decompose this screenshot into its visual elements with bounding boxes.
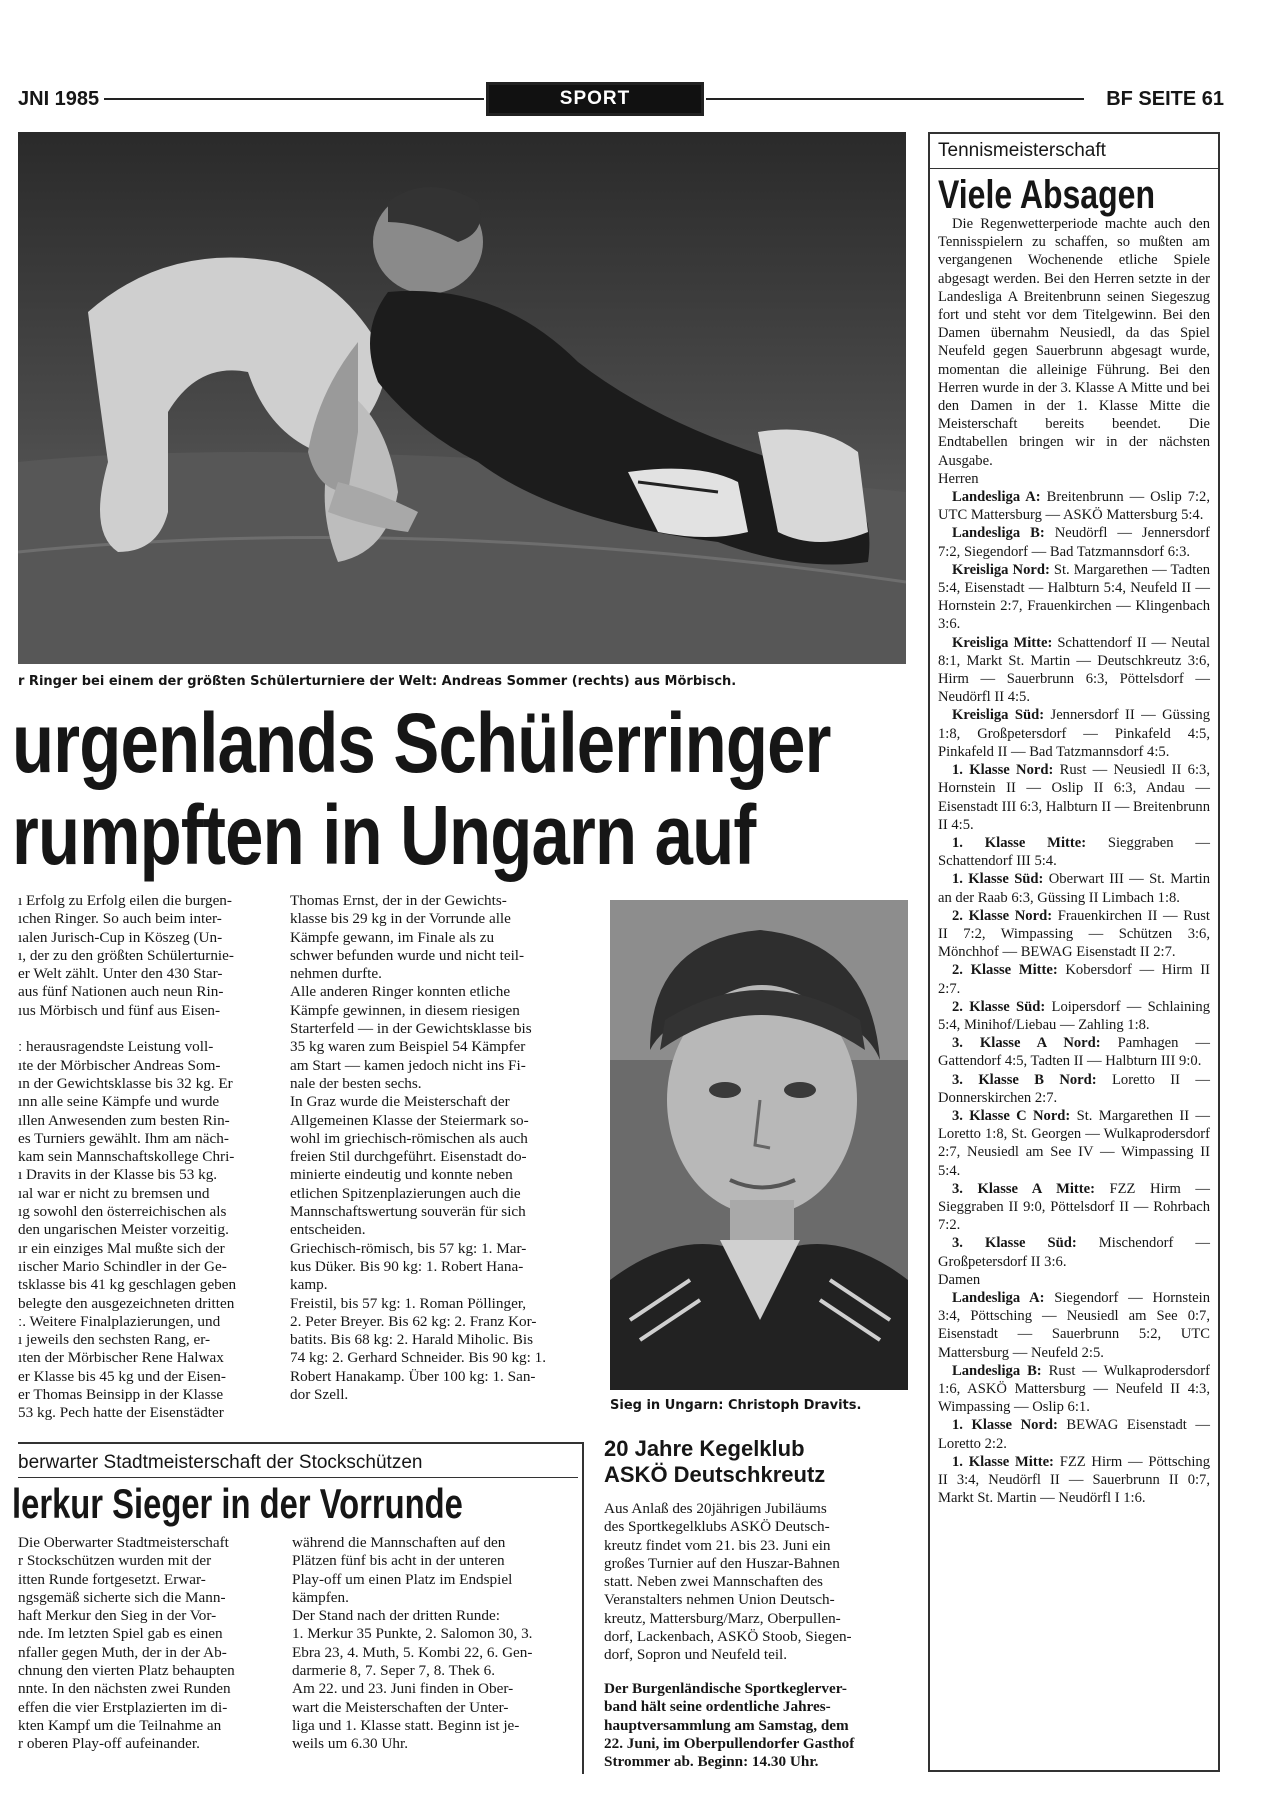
article-col2-line: klasse bis 29 kg in der Vorrunde alle	[290, 910, 511, 928]
result-entry	[938, 634, 1210, 707]
stock-col2-line: Ebra 23, 4. Muth, 5. Kombi 22, 6. Gen-	[292, 1643, 533, 1661]
result-text: St. Margarethen II — Loretto 1:8, St. Georgen — Wulkaprodersdorf 2:7, Neusiedl am See IV — Wimpassing II 5:4.	[938, 1107, 1210, 1179]
result-text: Schattendorf II — Neutal 8:1, Markt St. Martin — Deutschkreutz 3:6, Hirm — Sauerbrunn 6:3, Pöttelsdorf — Neudörfl II 4:5.	[938, 634, 1210, 706]
stock-column-2	[292, 1534, 576, 1754]
article-col1-line: ı, der zu den größten Schülerturnie-	[18, 946, 234, 964]
article-col1-line: belegte den ausgezeichneten dritten	[18, 1294, 235, 1312]
result-league: 3. Klasse C Nord:	[952, 1107, 1077, 1124]
article-col2-line: 35 kg waren zum Beispiel 54 Kämpfer	[290, 1038, 526, 1056]
stock-col1-line: r Stockschützen wurden mit der	[18, 1552, 212, 1570]
stock-col2-line: 1. Merkur 35 Punkte, 2. Salomon 30, 3.	[292, 1625, 533, 1643]
result-text: Loipersdorf — Schlaining 5:4, Minihof/Liebau — Zahling 1:8.	[938, 998, 1210, 1033]
kegel-body2-line: hauptversammlung am Samstag, dem	[604, 1716, 849, 1734]
kegel-body-line: Veranstalters nehmen Union Deutsch-	[604, 1591, 835, 1609]
article-col1-line: ː herausragendste Leistung voll-	[18, 1038, 214, 1056]
issue-date: JNI 1985	[18, 88, 100, 110]
result-entry	[938, 524, 1210, 560]
kegel-body-line: großes Turnier auf den Huszar-Bahnen	[604, 1554, 840, 1572]
wrestling-photo	[18, 132, 906, 664]
result-entry	[938, 1180, 1210, 1235]
result-entry	[938, 998, 1210, 1034]
article-col1-line: ın der Gewichtsklasse bis 32 kg. Er	[18, 1074, 233, 1092]
section-label: SPORT	[559, 88, 631, 109]
result-league: 3. Klasse Süd:	[952, 1235, 1099, 1252]
article-col2-line: Thomas Ernst, der in der Gewichts-	[290, 892, 507, 909]
result-league: 1. Klasse Süd:	[952, 871, 1049, 888]
result-entry	[938, 706, 1210, 761]
kegel-body-line: des Sportkegelklubs ASKÖ Deutsch-	[604, 1518, 830, 1536]
stock-col1-line: haft Merkur den Sieg in der Vor-	[18, 1607, 217, 1625]
result-entry	[938, 1416, 1210, 1452]
result-text: Loretto II — Donnerskirchen 2:7.	[938, 1071, 1210, 1106]
result-entry	[938, 1362, 1210, 1417]
result-league: Landesliga B:	[952, 525, 1055, 542]
article-col1-line: ı jeweils den sechsten Rang, er-	[18, 1331, 211, 1349]
tennis-kicker-rule	[930, 168, 1218, 169]
stock-col1-line: kten Kampf um die Teilnahme an	[18, 1716, 222, 1734]
result-text: Neudörfl — Jennersdorf 7:2, Siegendorf — Bad Tatzmannsdorf 6:3.	[938, 525, 1211, 560]
portrait-photo	[610, 900, 908, 1390]
article-col2-line: Griechisch-römisch, bis 57 kg: 1. Mar-	[290, 1239, 527, 1257]
kegel-title-2: ASKÖ Deutschkreutz	[604, 1462, 826, 1487]
result-league: 1. Klasse Nord:	[952, 1417, 1067, 1434]
article-col2-line: etlichen Spitzenplazierungen auch die	[290, 1184, 521, 1202]
kegel-body-2	[604, 1680, 906, 1771]
result-entry	[938, 907, 1210, 962]
article-col1-line: ıchen Ringer. So auch beim inter-	[18, 910, 222, 928]
kegel-body-line: Aus Anlaß des 20jährigen Jubiläums	[604, 1500, 827, 1517]
article-col2-line: Robert Hanakamp. Über 100 kg: 1. San-	[290, 1367, 536, 1385]
result-entry	[938, 561, 1210, 634]
stock-column-1	[18, 1534, 278, 1754]
stock-col1-line: nfaller gegen Muth, der in der Ab-	[18, 1643, 227, 1661]
result-entry	[938, 1071, 1210, 1107]
result-league: 1. Klasse Nord:	[952, 762, 1060, 779]
article-col1-line: ıalen Jurisch-Cup in Köszeg (Un-	[18, 928, 223, 946]
top-photo-caption: r Ringer bei einem der größten Schülerturniere der Welt: Andreas Sommer (rechts) aus Mörbisch.	[18, 674, 737, 689]
tennis-title: Viele Absagen	[938, 173, 1155, 217]
article-col1-line: den ungarischen Meister vorzeitig.	[18, 1221, 229, 1239]
kegel-body	[604, 1500, 906, 1665]
result-league: 2. Klasse Süd:	[952, 998, 1052, 1015]
result-text: Breitenbrunn — Oslip 7:2, UTC Mattersburg — ASKÖ Mattersburg 5:4.	[938, 489, 1210, 524]
article-col2-line: dor Szell.	[290, 1386, 349, 1404]
stock-col1-line: nnte. In den nächsten zwei Runden	[18, 1680, 231, 1698]
result-entry	[938, 961, 1210, 997]
result-entry	[938, 1453, 1210, 1508]
article-col2-line: Starterfeld — in der Gewichtsklasse bis	[290, 1020, 532, 1038]
result-league: 3. Klasse A Nord:	[952, 1035, 1118, 1052]
kegel-body2-line: 22. Juni, im Oberpullendorfer Gasthof	[604, 1734, 855, 1752]
result-league: Kreisliga Mitte:	[952, 634, 1058, 651]
kegel-body2-line: Strommer ab. Beginn: 14.30 Uhr.	[604, 1753, 819, 1771]
tennis-intro: Die Regenwetterperiode machte auch den Tennisspielern zu schaffen, so mußten am vergangenen Wochenende etliche Spiele abgesagt werden. Bei den Herren setzte in der Landesliga A Breitenbrunn seinen Siegeszug fort und steht vor dem Titelgewinn. Bei den Damen übernahm Neusiedl, da das Spiel Neufeld gegen Sauerbrunn abgesagt wurde, momentan die alleinige Führung. Bei den Herren wurde in der 3. Klasse A Mitte und bei den Damen in der 1. Klasse Mitte die Meisterschaft bereits beendet. Die Endtabellen bringen wir in der nächsten Ausgabe.	[938, 216, 1210, 469]
section-box	[486, 82, 704, 116]
article-col1-line: aus fünf Nationen auch neun Rin-	[18, 983, 224, 1001]
damen-label: Damen	[938, 1271, 981, 1288]
result-text: FZZ Hirm — Sieggraben II 9:0, Pöttelsdorf II — Rohrbach 7:2.	[938, 1180, 1210, 1234]
stock-col1-line: nde. Im letzten Spiel gab es einen	[18, 1625, 223, 1643]
article-col1-line: ır ein einziges Mal mußte sich der	[18, 1239, 225, 1257]
article-col1-line: ı Erfolg zu Erfolg eilen die burgen-	[18, 892, 232, 909]
article-col2-line: Freistil, bis 57 kg: 1. Roman Pöllinger,	[290, 1294, 527, 1312]
result-text: Mischendorf — Großpetersdorf II 3:6.	[938, 1235, 1210, 1270]
result-entry	[938, 870, 1210, 906]
article-col1-line: ıllen Anwesenden zum besten Rin-	[18, 1111, 230, 1129]
kegel-title-1: 20 Jahre Kegelklub	[604, 1436, 805, 1461]
result-league: 3. Klasse A Mitte:	[952, 1180, 1110, 1197]
stock-col1-line: r oberen Play-off aufeinander.	[18, 1735, 200, 1753]
article-col1-line: ıte der Mörbischer Andreas Som-	[18, 1056, 221, 1074]
article-col1-line: ıischer Mario Schindler in der Ge-	[18, 1257, 227, 1275]
result-text: Sieggraben — Schattendorf III 5:4.	[938, 834, 1210, 870]
kegel-body-line: kreutz, Mattersburg/Marz, Oberpullen-	[604, 1609, 841, 1627]
article-col1-line: ı Dravits in der Klasse bis 53 kg.	[18, 1166, 218, 1184]
result-text: Jennersdorf II — Güssing 1:8, Großpetersdorf — Pinkafeld 4:5, Pinkafeld II — Bad Tatzmannsdorf 4:5.	[938, 707, 1210, 760]
result-text: Kobersdorf — Hirm II 2:7.	[938, 962, 1210, 997]
article-col2-line: am Start — kamen jedoch nicht ins Fi-	[290, 1056, 526, 1074]
result-league: 2. Klasse Nord:	[952, 907, 1058, 924]
stock-col2-line: weils um 6.30 Uhr.	[292, 1735, 409, 1753]
stock-col2-line: wart die Meisterschaften der Unter-	[292, 1698, 509, 1716]
article-column-1	[18, 892, 278, 1423]
stock-col1-line: effen die vier Erstplazierten im di-	[18, 1698, 228, 1716]
article-col2-line: 2. Peter Breyer. Bis 62 kg: 2. Franz Kor-	[290, 1312, 537, 1330]
result-league: 1. Klasse Mitte:	[952, 1453, 1060, 1470]
kegel-body-line: dorf, Sopron und Neufeld teil.	[604, 1646, 788, 1664]
article-col2-line: 74 kg: 2. Gerhard Schneider. Bis 90 kg: 1.	[290, 1349, 547, 1367]
header-rule-left	[104, 98, 484, 100]
article-col1-line	[18, 1020, 278, 1038]
result-text: Frauenkirchen II — Rust II 7:2, Wimpassing — Schützen 3:6, Mönchhof — BEWAG Eisenstadt II 2:7.	[938, 907, 1210, 961]
article-col2-line: wohl im griechisch-römischen als auch	[290, 1129, 528, 1147]
stock-col1-line: chnung den vierten Platz behaupten	[18, 1662, 235, 1680]
article-col2-line: minierte eindeutig und konnte neben	[290, 1166, 513, 1184]
stock-col2-line: Plätzen fünf bis acht in der unteren	[292, 1552, 505, 1570]
article-col1-line: ıus Mörbisch und fünf aus Eisen-	[18, 1001, 221, 1019]
stock-kicker-rule	[18, 1477, 578, 1478]
result-league: Kreisliga Nord:	[952, 561, 1054, 578]
result-league: 3. Klasse B Nord:	[952, 1071, 1112, 1088]
article-col1-line: ıten der Mörbischer Rene Halwax	[18, 1349, 224, 1367]
herren-label: Herren	[938, 470, 979, 487]
article-col2-line: Kämpfe gewann, im Finale als zu	[290, 928, 495, 946]
herren-results	[938, 488, 1210, 1271]
kegel-body2-line: band hält seine ordentliche Jahres-	[604, 1698, 831, 1716]
page-number: BF SEITE 61	[1106, 88, 1224, 110]
article-col2-line: nale der besten sechs.	[290, 1074, 422, 1092]
result-entry	[938, 761, 1210, 834]
result-league: 2. Klasse Mitte:	[952, 962, 1066, 979]
kegel-body-line: dorf, Lackenbach, ASKÖ Stoob, Siegen-	[604, 1628, 852, 1646]
article-col2-line: freien Stil durchgeführt. Eisenstadt do-	[290, 1148, 527, 1166]
article-col1-line: er Welt zählt. Unter den 430 Star-	[18, 965, 223, 983]
result-entry	[938, 1289, 1210, 1362]
stock-col1-line: itten Runde fortgesetzt. Erwar-	[18, 1570, 206, 1588]
portrait-caption: Sieg in Ungarn: Christoph Dravits.	[610, 1398, 862, 1413]
article-col2-line: In Graz wurde die Meisterschaft der	[290, 1093, 510, 1111]
article-col2-line: Alle anderen Ringer konnten etliche	[290, 983, 511, 1001]
article-col1-line: 53 kg. Pech hatte der Eisenstädter	[18, 1404, 224, 1422]
article-col2-line: Kämpfe gewinnen, in diesem riesigen	[290, 1001, 520, 1019]
tennis-kicker: Tennismeisterschaft	[938, 140, 1106, 161]
result-text: Rust — Wulkaprodersdorf 1:6, ASKÖ Mattersburg — Neufeld II 4:3, Wimpassing — Oslip 6:1.	[938, 1362, 1210, 1416]
wrestling-photo-art	[18, 132, 906, 664]
stock-col2-line: Der Stand nach der dritten Runde:	[292, 1607, 500, 1625]
article-col1-line: es Turniers gewählt. Ihm am näch-	[18, 1129, 229, 1147]
kegel-body-line: statt. Neben zwei Mannschaften des	[604, 1573, 823, 1591]
headline-line-1: urgenlands Schülerringer	[12, 696, 831, 790]
result-entry	[938, 834, 1210, 870]
result-entry	[938, 1034, 1210, 1070]
result-text: Pamhagen — Gattendorf 4:5, Tadten II — Halbturn III 9:0.	[938, 1035, 1210, 1070]
article-col1-line: ınn alle seine Kämpfe und wurde	[18, 1093, 220, 1111]
stock-col2-line: liga und 1. Klasse statt. Beginn ist je-	[292, 1716, 520, 1734]
article-col2-line: nehmen durfte.	[290, 965, 382, 983]
stock-col2-line: Am 22. und 23. Juni finden in Ober-	[292, 1680, 514, 1698]
result-text: FZZ Hirm — Pöttsching II 3:4, Neudörfl II — Sauerbrunn II 0:7, Markt St. Martin — Neudörfl I 1:6.	[938, 1453, 1210, 1507]
stock-col2-line: darmerie 8, 7. Seper 7, 8. Thek 6.	[292, 1662, 496, 1680]
kegel-body2-line: Der Burgenländische Sportkeglerver-	[604, 1680, 847, 1697]
result-text: Oberwart III — St. Martin an der Raab 6:3, Güssing II Limbach 1:8.	[938, 871, 1210, 906]
result-text: BEWAG Eisenstadt — Loretto 2:2.	[938, 1417, 1210, 1452]
damen-results	[938, 1289, 1210, 1507]
result-text: Siegendorf — Hornstein 3:4, Pöttsching — Neusiedl am See 0:7, Eisenstadt — Sauerbrunn 5:2, UTC Mattersburg — Neufeld 2:5.	[938, 1289, 1210, 1361]
article-column-2	[290, 892, 590, 1404]
article-col2-line: Allgemeinen Klasse der Steiermark so-	[290, 1111, 529, 1129]
result-league: Landesliga A:	[952, 489, 1047, 506]
article-col1-line: ıal war er nicht zu bremsen und	[18, 1184, 210, 1202]
stock-title: lerkur Sieger in der Vorrunde	[12, 1480, 463, 1527]
article-col1-line: ıg sowohl den österreichischen als	[18, 1203, 227, 1221]
result-league: Kreisliga Süd:	[952, 707, 1051, 724]
article-col1-line: er Thomas Beinsipp in der Klasse	[18, 1386, 224, 1404]
article-col2-line: kamp.	[290, 1276, 328, 1294]
tennis-box	[928, 132, 1220, 1772]
article-col1-line: tsklasse bis 41 kg geschlagen geben	[18, 1276, 237, 1294]
portrait-photo-art	[610, 900, 908, 1390]
stock-col2-line: während die Mannschaften auf den	[292, 1534, 506, 1551]
result-league: Landesliga A:	[952, 1289, 1055, 1306]
header-rule-right	[706, 98, 1084, 100]
headline-line-2: rumpften in Ungarn auf	[12, 788, 756, 882]
result-league: Landesliga B:	[952, 1362, 1049, 1379]
stock-col2-line: Play-off um einen Platz im Endspiel	[292, 1570, 513, 1588]
result-entry	[938, 1234, 1210, 1270]
result-entry	[938, 488, 1210, 524]
article-col2-line: entscheiden.	[290, 1221, 366, 1239]
article-col1-line: kam sein Mannschaftskollege Chri-	[18, 1148, 235, 1166]
stock-col1-line: Die Oberwarter Stadtmeisterschaft	[18, 1534, 229, 1551]
article-col2-line: batits. Bis 68 kg: 2. Harald Miholic. Bis	[290, 1331, 533, 1349]
result-entry	[938, 1107, 1210, 1180]
article-col1-line: ː. Weitere Finalplazierungen, und	[18, 1312, 221, 1330]
article-col2-line: schwer befunden wurde und nicht teil-	[290, 946, 525, 964]
article-col2-line: Mannschaftswertung souverän für sich	[290, 1203, 526, 1221]
stock-kicker: berwarter Stadtmeisterschaft der Stockschützen	[18, 1452, 423, 1473]
kegel-body-line: kreutz findet vom 21. bis 23. Juni ein	[604, 1536, 831, 1554]
result-text: Rust — Neusiedl II 6:3, Hornstein II — Oslip II 6:3, Andau — Eisenstadt III 6:3, Halbturn II — Breitenbrunn II 4:5.	[938, 762, 1210, 833]
stock-col1-line: ngsgemäß sicherte sich die Mann-	[18, 1588, 226, 1606]
article-col1-line: er Klasse bis 45 kg und der Eisen-	[18, 1367, 226, 1385]
result-text: St. Margarethen — Tadten 5:4, Eisenstadt — Halbturn 5:4, Neufeld II — Hornstein 2:7, Frauenkirchen — Klingenbach 3:6.	[938, 561, 1210, 633]
article-col2-line: kus Düker. Bis 90 kg: 1. Robert Hana-	[290, 1257, 524, 1275]
stock-col2-line: kämpfen.	[292, 1588, 349, 1606]
result-league: 1. Klasse Mitte:	[952, 834, 1108, 851]
